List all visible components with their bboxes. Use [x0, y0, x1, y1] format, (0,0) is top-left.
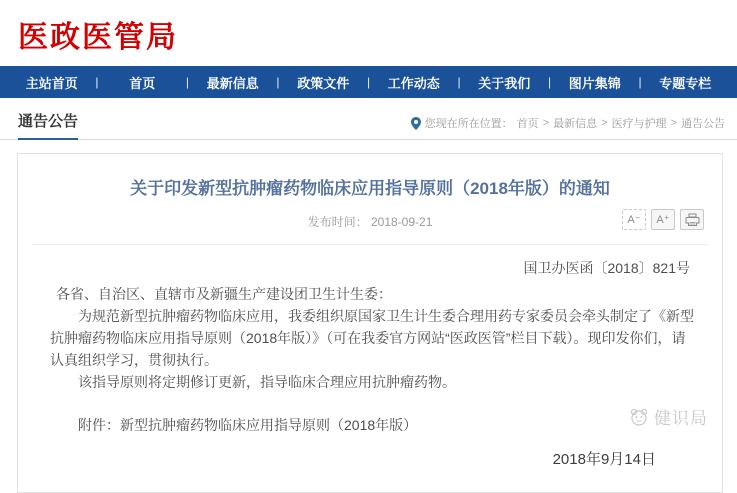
- nav-item-main-site-home[interactable]: 主站首页: [25, 75, 78, 91]
- nav-item-work-trends[interactable]: 工作动态: [387, 75, 440, 91]
- nav-item-picture-gallery[interactable]: 图片集锦: [568, 75, 621, 91]
- article-tools: [622, 209, 704, 230]
- site-logo: 医政医管局: [18, 21, 178, 54]
- nav-separator: |: [185, 75, 190, 89]
- breadcrumb: [411, 115, 737, 139]
- article-body: [18, 278, 722, 471]
- nav-separator: |: [547, 75, 552, 89]
- breadcrumb-separator: >: [601, 117, 608, 129]
- nav-item-special-topics[interactable]: 专题专栏: [659, 75, 712, 91]
- nav-separator: |: [638, 75, 642, 89]
- print-button[interactable]: [680, 209, 704, 230]
- article-card: [17, 153, 723, 493]
- breadcrumb-home[interactable]: 首页: [516, 118, 539, 130]
- attachment-line[interactable]: 附件：新型抗肿瘤药物临床应用指导原则（2018年版）: [78, 417, 418, 433]
- article-meta: [32, 213, 708, 245]
- nav-item-latest-news[interactable]: 最新信息: [206, 75, 259, 91]
- location-pin-icon: [411, 117, 421, 130]
- site-header: [0, 0, 737, 66]
- nav-item-policy-documents[interactable]: 政策文件: [297, 75, 350, 91]
- publish-time-value: 2018-09-21: [370, 215, 433, 229]
- nav-separator: |: [457, 75, 461, 89]
- breadcrumb-separator: >: [542, 117, 550, 129]
- section-bar: [0, 110, 737, 140]
- breadcrumb-label: 您现在所在位置：: [424, 118, 513, 130]
- salutation: 各省、自治区、直辖市及新疆生产建设团卫生计生委：: [56, 286, 392, 302]
- publish-time-label: 发布时间：: [307, 215, 368, 229]
- section-title: 通告公告: [18, 110, 78, 140]
- font-increase-button[interactable]: A⁺: [651, 209, 675, 230]
- nav-separator: |: [95, 75, 99, 89]
- paragraph: 该指导原则将定期修订更新，指导临床合理应用抗肿瘤药物。: [78, 374, 456, 390]
- nav-separator: |: [366, 75, 371, 89]
- breadcrumb-notices[interactable]: 通告公告: [681, 118, 725, 130]
- article-title: 关于印发新型抗肿瘤药物临床应用指导原则（2018年版）的通知: [130, 179, 610, 198]
- watermark-text: 健识局: [654, 409, 708, 428]
- breadcrumb-separator: >: [670, 117, 677, 129]
- nav-separator: |: [276, 75, 280, 89]
- main-nav: [0, 66, 737, 98]
- font-decrease-button[interactable]: A⁻: [622, 209, 646, 230]
- nav-item-about-us[interactable]: 关于我们: [478, 75, 531, 91]
- document-number: 国卫办医函〔2018〕821号: [523, 260, 690, 276]
- breadcrumb-latest-news[interactable]: 最新信息: [553, 118, 598, 130]
- paragraph: 为规范新型抗肿瘤药物临床应用，我委组织原国家卫生计生委合理用药专家委员会牵头制定了《新型抗肿瘤药物临床应用指导原则（2018年版）》（可在我委官方网站“医政医管”栏目下载）。现印发你们，请认真组织学习，贯彻执行。: [50, 308, 694, 368]
- nav-item-home[interactable]: 首页: [129, 75, 156, 91]
- breadcrumb-medical-nursing[interactable]: 医疗与护理: [611, 118, 667, 130]
- document-date: 2018年9月14日: [552, 451, 656, 468]
